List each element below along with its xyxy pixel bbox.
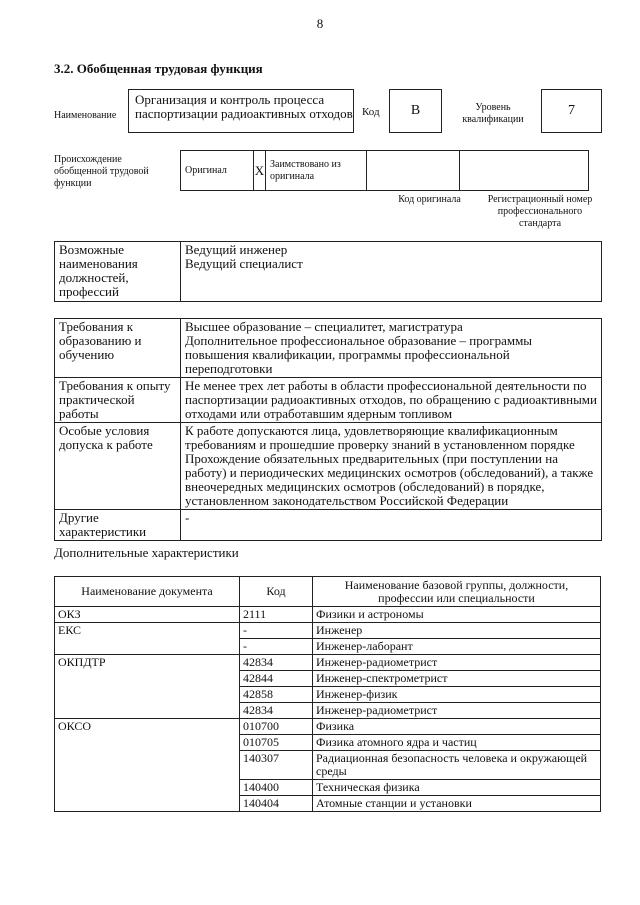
original-label: Оригинал xyxy=(181,151,254,191)
positions-table xyxy=(54,241,602,302)
code-original-caption: Код оригинала xyxy=(398,194,461,205)
table-row xyxy=(55,607,601,623)
name-cell: Физика атомного ядра и частиц xyxy=(313,735,601,751)
requirements-table xyxy=(54,318,602,541)
req-line: Прохождение обязательных предварительных (при поступлении на работу) и периодических медицинских осмотров (обследований), а также внеочередных медицинских осмотров (обследований) в порядке, установленном законодательством Российской Федерации xyxy=(185,451,594,508)
code-cell: 140307 xyxy=(240,751,313,780)
code-cell: 42834 xyxy=(240,655,313,671)
req-label: Требования к опыту практической работы xyxy=(55,378,181,423)
req-line: К работе допускаются лица, удовлетворяющие квалификационным требованиям и прошедшие проверку знаний в установленном порядке xyxy=(185,423,575,452)
code-label: Код xyxy=(362,106,380,118)
reg-number-caption: Регистрационный номер профессионального стандарта xyxy=(487,194,593,229)
req-value xyxy=(181,423,602,510)
table-row xyxy=(55,623,601,639)
origin-label: Происхождение обобщенной трудовой функции xyxy=(54,154,149,189)
doc-cell: ОКСО xyxy=(55,719,240,812)
code-cell: - xyxy=(240,623,313,639)
code-value: B xyxy=(389,89,442,133)
name-value-box xyxy=(128,89,354,133)
code-cell: 010705 xyxy=(240,735,313,751)
req-value xyxy=(181,378,602,423)
page-number: 8 xyxy=(316,16,324,31)
code-cell: - xyxy=(240,639,313,655)
name-value: Организация и контроль процесса паспортизации радиоактивных отходов xyxy=(135,92,353,121)
req-label: Требования к образованию и обучению xyxy=(55,319,181,378)
section-title: 3.2. Обобщенная трудовая функция xyxy=(54,61,263,76)
reg-number-cell xyxy=(460,151,589,191)
position-item: Ведущий специалист xyxy=(185,256,303,271)
name-cell: Инженер-физик xyxy=(313,687,601,703)
req-line: Не менее трех лет работы в области профессиональной деятельности по паспортизации радиоактивных отходов, по обращению с радиоактивными отходами или отработавшим ядерным топливом xyxy=(185,378,597,421)
code-cell: 140400 xyxy=(240,780,313,796)
characteristics-table xyxy=(54,576,601,812)
name-cell: Инженер-спектрометрист xyxy=(313,671,601,687)
req-value xyxy=(181,510,602,541)
name-cell: Физики и астрономы xyxy=(313,607,601,623)
table-row xyxy=(55,655,601,671)
code-cell: 010700 xyxy=(240,719,313,735)
name-cell: Инженер-радиометрист xyxy=(313,655,601,671)
additional-title: Дополнительные характеристики xyxy=(54,545,239,560)
doc-cell: ОКПДТР xyxy=(55,655,240,719)
origin-table xyxy=(180,150,589,191)
positions-label: Возможные наименования должностей, профессий xyxy=(55,242,181,302)
code-cell: 2111 xyxy=(240,607,313,623)
level-label: Уровень квалификации xyxy=(462,102,524,125)
doc-cell: ЕКС xyxy=(55,623,240,655)
table-row xyxy=(55,719,601,735)
req-label: Другие характеристики xyxy=(55,510,181,541)
code-cell: 42834 xyxy=(240,703,313,719)
name-cell: Инженер-радиометрист xyxy=(313,703,601,719)
borrowed-label: Заимствовано из оригинала xyxy=(266,151,367,191)
original-mark: X xyxy=(254,151,266,191)
req-label: Особые условия допуска к работе xyxy=(55,423,181,510)
code-cell: 42844 xyxy=(240,671,313,687)
name-cell: Радиационная безопасность человека и окружающей среды xyxy=(313,751,601,780)
name-cell: Физика xyxy=(313,719,601,735)
req-line: Высшее образование – специалитет, магистратура xyxy=(185,319,463,334)
name-cell: Атомные станции и установки xyxy=(313,796,601,812)
name-cell: Инженер xyxy=(313,623,601,639)
code-original-cell xyxy=(367,151,460,191)
req-line: Дополнительное профессиональное образование – программы повышения квалификации, программы профессиональной переподготовки xyxy=(185,333,533,376)
col-header-doc: Наименование документа xyxy=(55,577,240,607)
name-cell: Инженер-лаборант xyxy=(313,639,601,655)
col-header-code: Код xyxy=(240,577,313,607)
code-cell: 140404 xyxy=(240,796,313,812)
name-cell: Техническая физика xyxy=(313,780,601,796)
req-line: - xyxy=(185,510,190,525)
name-label: Наименование xyxy=(54,110,117,121)
position-item: Ведущий инженер xyxy=(185,242,288,257)
doc-cell: ОКЗ xyxy=(55,607,240,623)
code-cell: 42858 xyxy=(240,687,313,703)
positions-values xyxy=(181,242,602,302)
level-value: 7 xyxy=(541,89,602,133)
req-value xyxy=(181,319,602,378)
col-header-name: Наименование базовой группы, должности, профессии или специальности xyxy=(313,577,601,607)
